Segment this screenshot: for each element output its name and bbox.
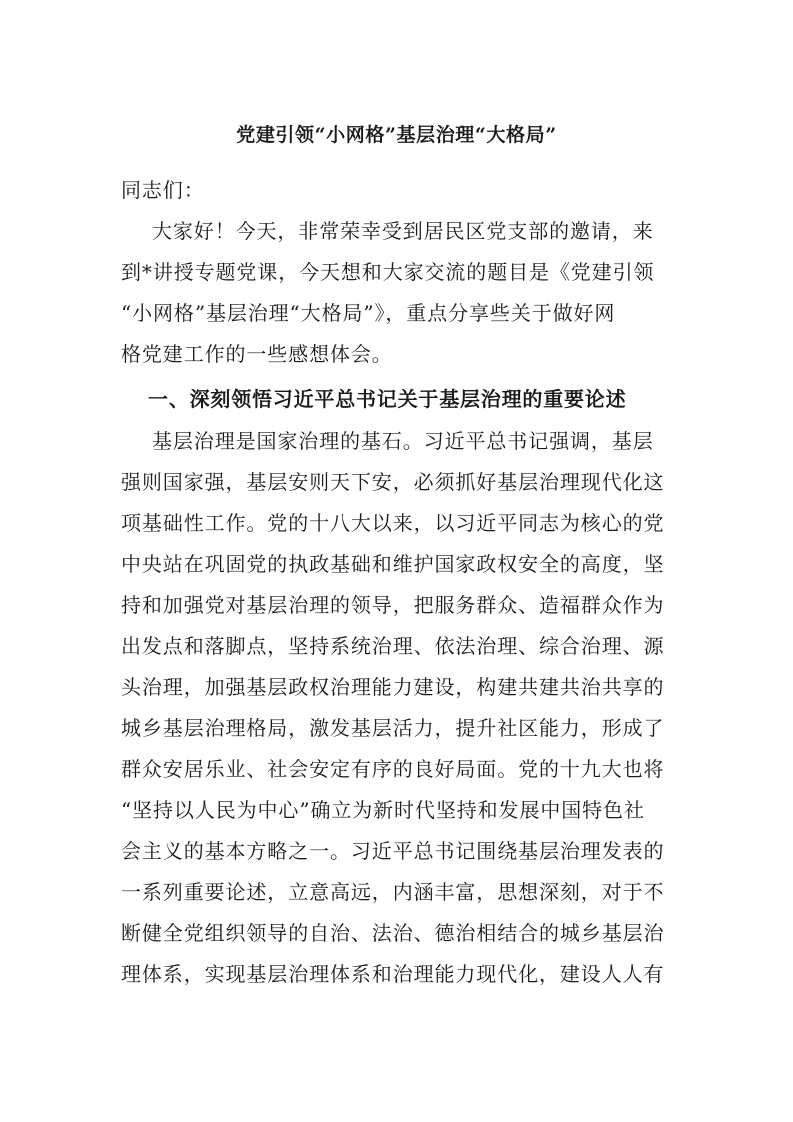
paragraph-line: 一系列重要论述，立意高远，内涵丰富，思想深刻，对于不 xyxy=(121,880,665,904)
paragraph-line: 强则国家强，基层安则天下安，必须抓好基层治理现代化这 xyxy=(121,470,665,494)
paragraph-line: 理体系，实现基层治理体系和治理能力现代化，建设人人有 xyxy=(121,962,665,986)
paragraph-line: 头治理，加强基层政权治理能力建设，构建共建共治共享的 xyxy=(121,675,665,699)
paragraph-line: 群众安居乐业、社会安定有序的良好局面。党的十九大也将 xyxy=(121,757,665,781)
paragraph-line: 项基础性工作。党的十八大以来，以习近平同志为核心的党 xyxy=(121,511,665,535)
document-title: 党建引领“小网格”基层治理“大格局” xyxy=(236,124,557,146)
paragraph-line: 中央站在巩固党的执政基础和维护国家政权安全的高度，坚 xyxy=(121,552,665,576)
paragraph-line: 到*讲授专题党课，今天想和大家交流的题目是《党建引领 xyxy=(121,260,655,284)
paragraph-line: 基层治理是国家治理的基石。习近平总书记强调，基层 xyxy=(152,429,654,453)
paragraph-line: 断健全党组织领导的自治、法治、德治相结合的城乡基层治 xyxy=(121,921,665,945)
salutation: 同志们： xyxy=(121,178,205,202)
paragraph-line: “坚持以人民为中心”确立为新时代坚持和发展中国特色社 xyxy=(121,798,645,822)
paragraph-line: 会主义的基本方略之一。习近平总书记围绕基层治理发表的 xyxy=(121,839,665,863)
paragraph-line: 大家好！今天，非常荣幸受到居民区党支部的邀请，来 xyxy=(152,219,654,243)
section-heading: 一、深刻领悟习近平总书记关于基层治理的重要论述 xyxy=(148,387,627,411)
paragraph-line: “小网格”基层治理“大格局”》，重点分享些关于做好网 xyxy=(121,301,616,325)
paragraph-line: 出发点和落脚点，坚持系统治理、依法治理、综合治理、源 xyxy=(121,634,665,658)
paragraph-line: 持和加强党对基层治理的领导，把服务群众、造福群众作为 xyxy=(121,593,665,617)
paragraph-line: 格党建工作的一些感想体会。 xyxy=(121,342,393,366)
paragraph-line: 城乡基层治理格局，激发基层活力，提升社区能力，形成了 xyxy=(121,716,665,740)
